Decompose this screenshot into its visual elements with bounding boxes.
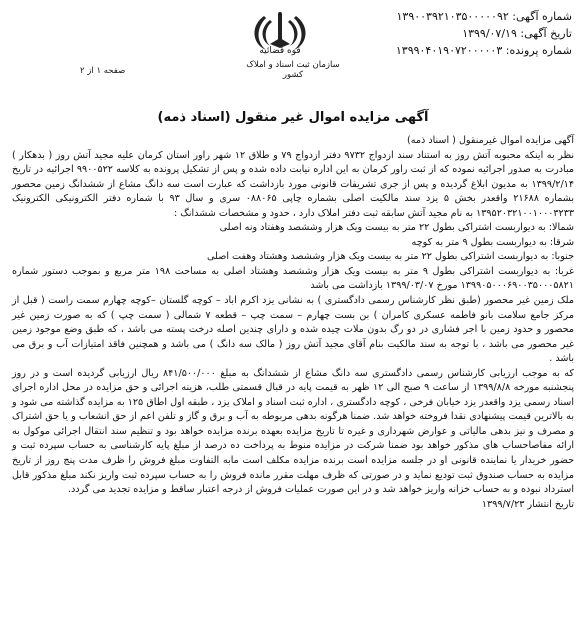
document-title: آگهی مزایده اموال غیر منقول (اسناد ذمه) xyxy=(157,110,429,125)
boundary-south: جنوبا: به دیواربست اشتراکی بطول ۲۲ متر به بیست ویک هزار وششصد وهشتاد وهفت اصلی xyxy=(207,251,574,263)
boundary-east: شرقا: به دیواربست بطول ۹ متر به کوچه xyxy=(411,236,574,248)
boundary-west: غربا: به دیواربست اشتراکی بطول ۹ متر به بیست ویک هزار وششصد وهشتاد اصلی به مساحت ۱۹۸ متر مربع و بموجب دستور شماره ۱۳۹۹۰۵۰۰۰۶۹۰۰۳۵۰۰۰۵۸۲۱ مورخ ۱۳۹۹/۰۳/۰۷ بازداشت می باشد xyxy=(12,265,574,292)
body-heading: آگهی مزایده اموال غیرمنقول ( اسناد ذمه) xyxy=(406,135,574,146)
property-description: ملک زمین غیر محصور (طبق نظر کارشناس رسمی دادگستری ) به نشانی یزد اکرم اباد – کوچه گلستان –کوچه چهارم سمت راست ( قبل از مرکز جامع سلامت بانو فاطمه عسکری کامران ) بن بست چهارم – سمت چپ – قطعه ۷ شمالی ( سمت چپ ) که به صورت زمین غیر محصور و حدود زمین با اجر فشاری در دو رگ بدون ملات چیده شده و دارای چندین اصله درخت پسته می باشد ، که طبق وضع موجود زمین غیر محصور می باشد ، با توجه به سند مالکیت بنام آقای مجید آتش روز ( مالک سه دانگ ) می باشد و همچنین فاقد امتیازات آب و برق می باشد . xyxy=(12,295,574,365)
page-indicator: صفحه ۱ از ۲ xyxy=(80,66,126,76)
document-body xyxy=(12,134,574,512)
auction-terms: که به موجب ارزیابی کارشناس رسمی دادگستری سه دانگ مشاع از ششدانگ به مبلغ ۸۴۱/۵۰۰/۰۰۰ ریال ارزیابی گردیده است و در روز پنجشنبه مورخه ۱۳۹۹/۸/۸ از ساعت ۹ صبح الی ۱۲ ظهر به قیمت پایه در قبال قسمتی طلب، هزینه اجرائی و حق مزایده در محل اداره اجرای اسناد رسمی یزد واقعدر یزد خیابان فرخی ، کوچه دادگستری ، اداره ثبت اسناد و املاک یزد ، طبقه اول اطاق ۱۲۵ به مزایده گذاشته می شود و به بالاترین قیمت پیشنهادی نقدا فروخته خواهد شد. ضمنا هرگونه بدهی مربوطه به آب و برق و گاز و تلفن اعم از حق انشعاب و یا حق اشتراک و مصرف و نیز بدهی مالیاتی و عوارض شهرداری و غیره تا تاریخ مزایده بعهده برنده مزایده خواهد بود و تنظیم سند انتقال اجرائی موکول به ارائه مفاصاحساب های مذکور خواهد بود ضمنا شرکت در مزایده منوط به پرداخت ده درصد از مبلغ پایه کارشناسی به حساب سپرده ثبت و حضور خریدار یا نماینده قانونی او در جلسه مزایده است برنده مزایده مکلف است مابه التفاوت مبلغ فروش را ظرف مدت پنج روز از تاریخ مزایده به حساب صندوق ثبت تودیع نماید و در صورتی که ظرف مهلت مقرر مانده فروش را به حساب سپرده ثبت واریز نکند مبلغ مذکور قابل استرداد نبوده و به حساب خزانه واریز خواهد شد و در این صورت عملیات فروش از درجه اعتبار ساقط و مزایده تجدید می گردد. xyxy=(12,367,575,496)
body-paragraph: نظر به اینکه محبوبه آتش روز به استناد سند ازدواج ۹۷۳۲ دفتر ازدواج ۷۹ و طلاق ۱۲ شهر راور استان کرمان علیه مجید آتش روز ( بدهکار ) مبادرت به صدور اجرائیه نموده که از ثبت راور کرمان به این اداره نیابت داده شده و پس از تشکیل پرونده به کلاسه ۹۹۰۰۵۲۲ اجرائیه در تاریخ ۱۳۹۹/۲/۱۴ به مدیون ابلاغ گردیده و پس از جری تشریفات قانونی مورد بازداشت که عبارت است سه دانگ مشاع از ششدانگ زمین محصور بشماره ۲۱۶۸۸ واقعدر بخش ۵ یزد سند مالکیت اصلی بشماره چاپی ۰۸۸۰۶۵ سری و سال ۹۳ با شماره دفتر الکترونیکی الکترونیک ۱۳۹۵۲۰۳۲۱۰۰۱۰۰۰۳۲۳۳ به نام مجید آتش سابقه ثبت دفتر املاک دارد ، حدود و مشخصات ششدانگ : xyxy=(12,149,575,219)
notice-number: شماره آگهی: ۱۳۹۰۰۳۹۲۱۰۳۵۰۰۰۰۰۹۲ xyxy=(396,10,572,23)
notice-metadata xyxy=(312,8,572,59)
boundary-north: شمالا: به دیواربست اشتراکی بطول ۲۲ متر به بیست ویک هزار وششصد وهفتاد ونه اصلی xyxy=(219,222,574,234)
judiciary-label: قوه قضائیه xyxy=(259,46,301,56)
organization-name: سازمان ثبت اسناد و املاک کشور xyxy=(246,60,340,80)
publish-date: تاریخ انتشار ۱۳۹۹/۷/۲۳ xyxy=(481,498,574,510)
case-number: شماره پرونده: ۱۳۹۹۰۴۰۱۹۰۷۲۰۰۰۰۰۳ xyxy=(395,44,572,57)
notice-date: تاریخ آگهی: ۱۳۹۹/۰۷/۱۹ xyxy=(462,27,572,40)
